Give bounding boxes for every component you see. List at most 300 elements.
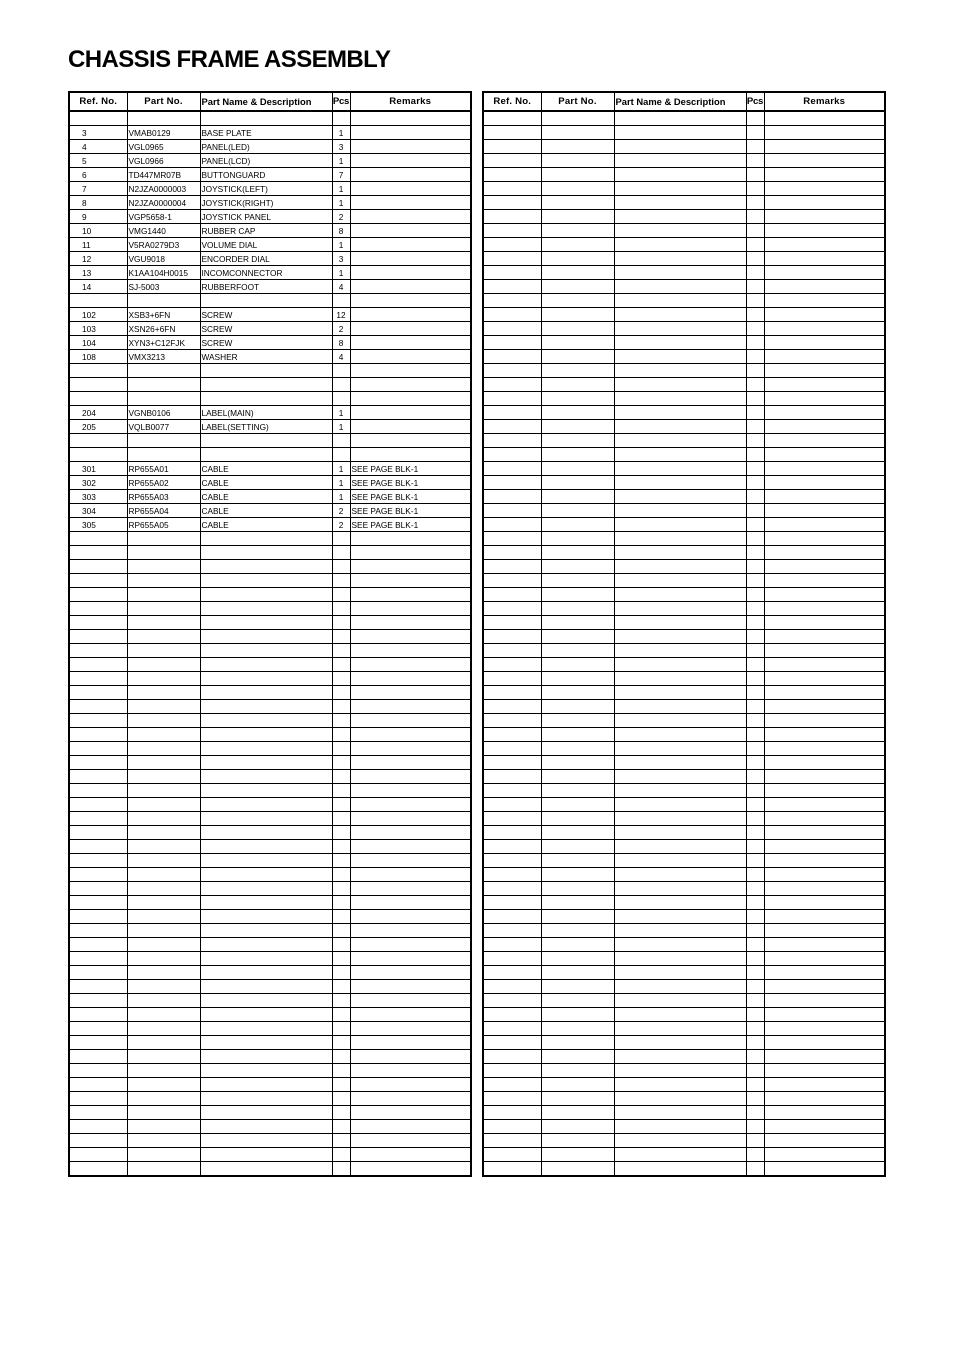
description-cell — [200, 686, 332, 700]
ref-no-cell — [69, 728, 127, 742]
remarks-cell — [764, 1036, 885, 1050]
ref-no-cell — [483, 910, 541, 924]
pcs-cell — [746, 504, 764, 518]
pcs-cell — [746, 700, 764, 714]
ref-no-cell — [483, 672, 541, 686]
ref-no-cell — [483, 168, 541, 182]
remarks-cell: SEE PAGE BLK-1 — [350, 476, 471, 490]
ref-no-cell — [69, 700, 127, 714]
part-no-cell — [541, 826, 614, 840]
remarks-cell: SEE PAGE BLK-1 — [350, 490, 471, 504]
ref-no-cell — [483, 1036, 541, 1050]
description-cell — [614, 111, 746, 126]
description-cell — [614, 1106, 746, 1120]
ref-no-cell: 8 — [69, 196, 127, 210]
description-cell — [200, 994, 332, 1008]
table-row — [483, 140, 885, 154]
ref-no-cell — [69, 1148, 127, 1162]
table-row — [483, 616, 885, 630]
description-cell — [614, 686, 746, 700]
remarks-cell — [350, 910, 471, 924]
pcs-cell — [746, 714, 764, 728]
remarks-cell — [350, 854, 471, 868]
remarks-cell — [764, 294, 885, 308]
part-no-cell — [127, 364, 200, 378]
description-cell — [614, 1050, 746, 1064]
pcs-cell — [746, 224, 764, 238]
part-no-cell — [127, 448, 200, 462]
description-cell — [200, 532, 332, 546]
ref-no-cell — [69, 1120, 127, 1134]
table-row — [69, 952, 471, 966]
description-cell — [614, 560, 746, 574]
table-row — [483, 1008, 885, 1022]
table-row — [483, 1106, 885, 1120]
remarks-cell — [764, 728, 885, 742]
table-row — [69, 756, 471, 770]
pcs-cell — [746, 168, 764, 182]
ref-no-cell — [69, 854, 127, 868]
description-cell: CABLE — [200, 518, 332, 532]
description-cell — [200, 882, 332, 896]
ref-no-cell — [483, 756, 541, 770]
description-cell: SCREW — [200, 336, 332, 350]
pcs-cell — [332, 728, 350, 742]
ref-no-cell — [483, 238, 541, 252]
description-cell — [614, 280, 746, 294]
ref-no-cell — [69, 1008, 127, 1022]
remarks-cell — [350, 364, 471, 378]
part-no-cell — [541, 140, 614, 154]
ref-no-cell — [483, 1120, 541, 1134]
ref-no-cell — [483, 560, 541, 574]
pcs-cell — [746, 938, 764, 952]
ref-no-cell: 10 — [69, 224, 127, 238]
remarks-cell — [764, 686, 885, 700]
table-row — [69, 882, 471, 896]
remarks-cell — [764, 322, 885, 336]
remarks-cell — [764, 308, 885, 322]
pcs-cell — [746, 812, 764, 826]
part-no-cell — [541, 336, 614, 350]
pcs-cell — [746, 1092, 764, 1106]
part-no-cell — [127, 1162, 200, 1177]
description-cell — [614, 406, 746, 420]
description-cell — [200, 910, 332, 924]
remarks-cell — [350, 266, 471, 280]
description-cell — [614, 126, 746, 140]
ref-no-cell — [483, 322, 541, 336]
pcs-cell: 3 — [332, 140, 350, 154]
description-cell — [200, 448, 332, 462]
table-row — [483, 812, 885, 826]
part-no-cell — [541, 322, 614, 336]
table-row — [69, 266, 471, 280]
description-cell: PANEL(LED) — [200, 140, 332, 154]
part-no-cell — [541, 714, 614, 728]
remarks-cell — [350, 546, 471, 560]
part-no-cell — [541, 672, 614, 686]
part-no-cell — [541, 1092, 614, 1106]
remarks-cell — [350, 1050, 471, 1064]
part-no-cell — [541, 126, 614, 140]
table-row — [483, 350, 885, 364]
description-cell: LABEL(SETTING) — [200, 420, 332, 434]
part-no-cell: SJ-5003 — [127, 280, 200, 294]
table-row — [69, 182, 471, 196]
description-cell — [200, 546, 332, 560]
description-cell — [614, 728, 746, 742]
ref-no-cell — [69, 111, 127, 126]
pcs-cell — [746, 644, 764, 658]
part-no-cell — [127, 868, 200, 882]
table-row — [69, 392, 471, 406]
ref-no-cell — [69, 434, 127, 448]
ref-no-cell: 6 — [69, 168, 127, 182]
pcs-cell — [332, 882, 350, 896]
description-cell — [200, 840, 332, 854]
ref-no-cell — [69, 1050, 127, 1064]
description-cell — [614, 700, 746, 714]
ref-no-cell: 103 — [69, 322, 127, 336]
remarks-cell — [350, 630, 471, 644]
table-row — [69, 518, 471, 532]
remarks-cell — [764, 574, 885, 588]
part-no-cell — [127, 1134, 200, 1148]
table-row — [69, 560, 471, 574]
pcs-cell — [746, 826, 764, 840]
part-no-cell — [127, 588, 200, 602]
table-row — [69, 322, 471, 336]
part-no-cell — [541, 238, 614, 252]
part-no-cell — [127, 770, 200, 784]
table-row — [483, 630, 885, 644]
table-row — [69, 140, 471, 154]
pcs-cell — [746, 1050, 764, 1064]
ref-no-cell — [483, 182, 541, 196]
pcs-cell — [332, 1022, 350, 1036]
remarks-cell — [764, 1022, 885, 1036]
description-cell — [614, 1092, 746, 1106]
part-no-cell: RP655A03 — [127, 490, 200, 504]
table-row — [483, 588, 885, 602]
ref-no-cell — [69, 882, 127, 896]
description-cell — [614, 504, 746, 518]
pcs-cell — [746, 672, 764, 686]
description-cell — [614, 532, 746, 546]
remarks-cell — [350, 168, 471, 182]
pcs-cell: 7 — [332, 168, 350, 182]
table-row — [69, 434, 471, 448]
remarks-cell — [764, 280, 885, 294]
pcs-cell — [332, 812, 350, 826]
ref-no-cell — [483, 714, 541, 728]
remarks-cell — [764, 616, 885, 630]
ref-no-cell — [69, 658, 127, 672]
description-cell: BUTTONGUARD — [200, 168, 332, 182]
remarks-cell — [764, 476, 885, 490]
table-row — [483, 574, 885, 588]
pcs-cell — [332, 364, 350, 378]
ref-no-cell — [483, 644, 541, 658]
table-row — [69, 336, 471, 350]
table-row — [483, 1078, 885, 1092]
remarks-cell — [764, 938, 885, 952]
description-cell: CABLE — [200, 476, 332, 490]
description-cell — [614, 784, 746, 798]
part-no-cell — [541, 700, 614, 714]
table-row — [483, 420, 885, 434]
description-cell — [614, 336, 746, 350]
ref-no-cell — [483, 140, 541, 154]
table-row — [69, 854, 471, 868]
remarks-cell — [350, 980, 471, 994]
remarks-cell — [764, 1120, 885, 1134]
ref-no-cell — [483, 784, 541, 798]
remarks-cell — [350, 210, 471, 224]
pcs-cell — [746, 924, 764, 938]
part-no-cell — [127, 742, 200, 756]
ref-no-cell — [69, 686, 127, 700]
table-row — [69, 868, 471, 882]
remarks-cell — [350, 714, 471, 728]
ref-no-cell — [483, 420, 541, 434]
table-row — [69, 980, 471, 994]
pcs-cell — [746, 546, 764, 560]
part-no-cell: VMAB0129 — [127, 126, 200, 140]
pcs-cell — [746, 140, 764, 154]
pcs-cell — [746, 308, 764, 322]
remarks-cell — [350, 994, 471, 1008]
pcs-cell — [746, 350, 764, 364]
description-cell — [200, 770, 332, 784]
pcs-cell — [332, 1008, 350, 1022]
remarks-cell — [764, 336, 885, 350]
remarks-cell — [350, 686, 471, 700]
description-cell — [200, 714, 332, 728]
pcs-cell — [746, 1078, 764, 1092]
table-row — [69, 1064, 471, 1078]
table-row — [483, 182, 885, 196]
pcs-cell — [332, 1120, 350, 1134]
part-no-cell — [127, 532, 200, 546]
part-no-cell — [541, 294, 614, 308]
part-no-cell — [541, 266, 614, 280]
ref-no-cell — [483, 462, 541, 476]
table-row — [69, 658, 471, 672]
ref-no-cell — [69, 392, 127, 406]
pcs-cell — [746, 756, 764, 770]
ref-no-cell: 12 — [69, 252, 127, 266]
table-row — [69, 812, 471, 826]
table-row — [69, 238, 471, 252]
table-row — [69, 798, 471, 812]
description-cell — [614, 518, 746, 532]
part-no-cell: VGL0965 — [127, 140, 200, 154]
remarks-cell — [350, 1022, 471, 1036]
description-cell — [614, 1078, 746, 1092]
pcs-cell — [746, 252, 764, 266]
table-row — [483, 784, 885, 798]
pcs-cell: 1 — [332, 126, 350, 140]
table-row — [69, 910, 471, 924]
part-no-cell — [127, 1078, 200, 1092]
remarks-cell — [764, 644, 885, 658]
remarks-cell — [764, 966, 885, 980]
table-row — [483, 280, 885, 294]
remarks-cell — [350, 406, 471, 420]
pcs-cell — [746, 742, 764, 756]
part-no-cell — [541, 686, 614, 700]
ref-no-cell: 104 — [69, 336, 127, 350]
table-row — [483, 910, 885, 924]
pcs-cell — [332, 602, 350, 616]
remarks-cell — [350, 672, 471, 686]
pcs-cell — [746, 910, 764, 924]
pcs-cell: 2 — [332, 322, 350, 336]
part-no-cell — [541, 896, 614, 910]
part-no-cell — [541, 434, 614, 448]
pcs-cell — [332, 560, 350, 574]
description-cell — [614, 714, 746, 728]
description-cell — [614, 924, 746, 938]
ref-no-cell: 305 — [69, 518, 127, 532]
remarks-cell — [764, 1134, 885, 1148]
part-no-cell — [541, 588, 614, 602]
table-row — [69, 1120, 471, 1134]
description-cell — [614, 420, 746, 434]
pcs-cell — [746, 966, 764, 980]
pcs-cell: 1 — [332, 406, 350, 420]
part-no-cell — [541, 504, 614, 518]
ref-no-cell — [483, 546, 541, 560]
part-no-cell — [127, 798, 200, 812]
description-cell — [200, 392, 332, 406]
description-cell — [200, 728, 332, 742]
ref-no-cell — [69, 966, 127, 980]
pcs-cell — [746, 1036, 764, 1050]
part-no-cell — [127, 1036, 200, 1050]
table-row — [69, 1078, 471, 1092]
part-no-cell — [127, 616, 200, 630]
pcs-cell — [746, 111, 764, 126]
table-row — [69, 1134, 471, 1148]
remarks-cell: SEE PAGE BLK-1 — [350, 518, 471, 532]
ref-no-cell: 303 — [69, 490, 127, 504]
table-row — [483, 840, 885, 854]
ref-no-cell — [483, 1092, 541, 1106]
table-row — [483, 238, 885, 252]
description-cell — [614, 140, 746, 154]
ref-no-cell: 301 — [69, 462, 127, 476]
description-cell — [614, 154, 746, 168]
part-no-cell — [541, 476, 614, 490]
part-no-cell: RP655A04 — [127, 504, 200, 518]
part-no-cell — [541, 448, 614, 462]
pcs-cell — [332, 784, 350, 798]
table-row — [69, 728, 471, 742]
pcs-cell — [746, 420, 764, 434]
remarks-cell — [350, 1148, 471, 1162]
part-no-cell — [541, 420, 614, 434]
description-cell — [200, 1134, 332, 1148]
remarks-cell — [764, 588, 885, 602]
part-no-cell — [541, 840, 614, 854]
col-ref-no: Ref. No. — [483, 92, 541, 111]
ref-no-cell — [69, 560, 127, 574]
part-no-cell — [541, 574, 614, 588]
remarks-cell — [350, 294, 471, 308]
remarks-cell — [350, 756, 471, 770]
description-cell — [614, 168, 746, 182]
part-no-cell — [541, 168, 614, 182]
part-no-cell — [127, 700, 200, 714]
description-cell — [614, 490, 746, 504]
remarks-cell — [764, 784, 885, 798]
remarks-cell — [764, 630, 885, 644]
remarks-cell — [350, 280, 471, 294]
part-no-cell — [541, 1050, 614, 1064]
part-no-cell — [127, 1022, 200, 1036]
part-no-cell — [541, 868, 614, 882]
remarks-cell — [350, 140, 471, 154]
pcs-cell — [332, 868, 350, 882]
ref-no-cell — [69, 938, 127, 952]
pcs-cell — [746, 560, 764, 574]
description-cell — [614, 1036, 746, 1050]
pcs-cell — [746, 392, 764, 406]
remarks-cell — [764, 1162, 885, 1177]
part-no-cell — [127, 826, 200, 840]
description-cell — [614, 476, 746, 490]
part-no-cell: XSB3+6FN — [127, 308, 200, 322]
ref-no-cell — [69, 588, 127, 602]
remarks-cell — [350, 252, 471, 266]
remarks-cell — [764, 532, 885, 546]
ref-no-cell — [483, 350, 541, 364]
ref-no-cell — [483, 280, 541, 294]
pcs-cell — [332, 1078, 350, 1092]
remarks-cell — [764, 224, 885, 238]
remarks-cell — [764, 140, 885, 154]
pcs-cell — [332, 924, 350, 938]
table-row — [69, 994, 471, 1008]
pcs-cell — [746, 616, 764, 630]
remarks-cell — [350, 238, 471, 252]
remarks-cell — [350, 224, 471, 238]
table-row — [69, 630, 471, 644]
pcs-cell: 1 — [332, 154, 350, 168]
part-no-cell: N2JZA0000004 — [127, 196, 200, 210]
description-cell — [200, 630, 332, 644]
table-row — [483, 994, 885, 1008]
part-no-cell — [127, 980, 200, 994]
table-row — [483, 364, 885, 378]
ref-no-cell — [483, 728, 541, 742]
ref-no-cell — [483, 574, 541, 588]
part-no-cell — [541, 392, 614, 406]
ref-no-cell — [483, 378, 541, 392]
description-cell — [200, 644, 332, 658]
ref-no-cell — [483, 742, 541, 756]
ref-no-cell — [69, 294, 127, 308]
table-row — [69, 672, 471, 686]
part-no-cell — [541, 532, 614, 546]
description-cell: JOYSTICK PANEL — [200, 210, 332, 224]
pcs-cell — [332, 378, 350, 392]
table-row — [483, 980, 885, 994]
description-cell — [200, 1036, 332, 1050]
